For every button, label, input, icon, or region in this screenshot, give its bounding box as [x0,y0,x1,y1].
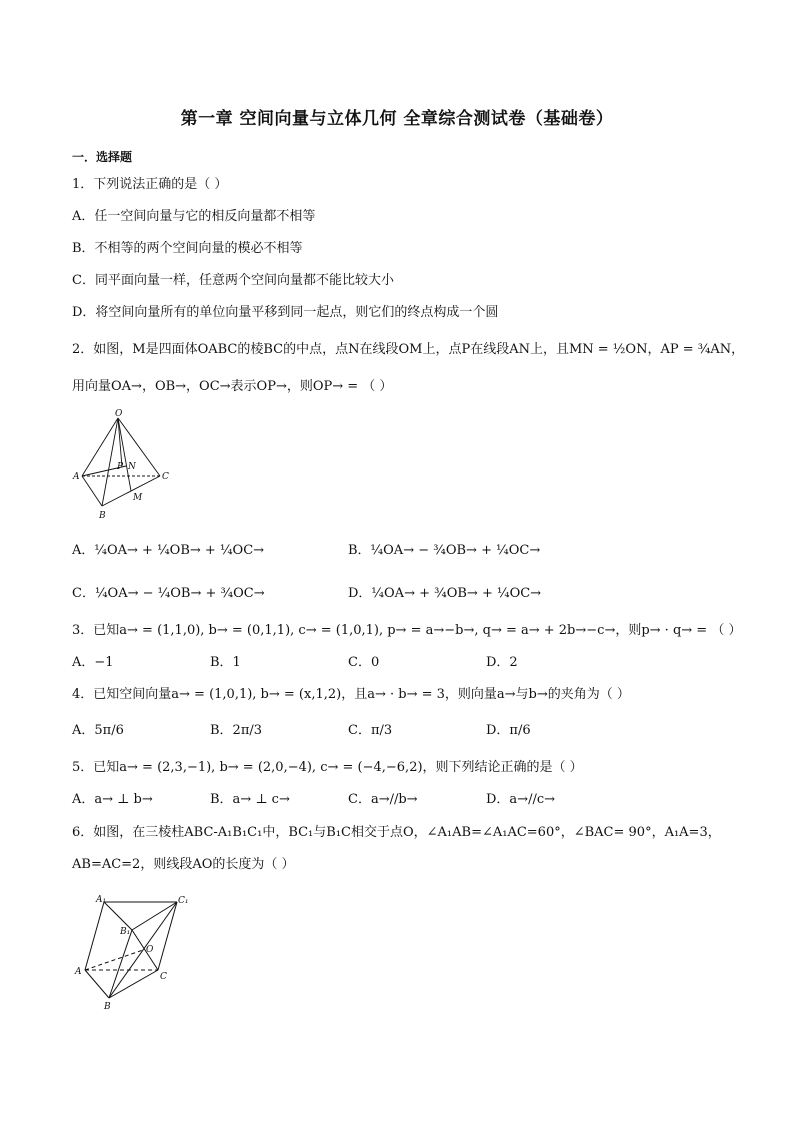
q3-option-a: A．−1 [72,655,114,670]
label-O: O [146,945,154,955]
label-C: C [160,972,167,982]
q3-stem: 3．已知a→ = (1,1,0), b→ = (0,1,1), c→ = (1,0,1), p→ = a→−b→, q→ = a→ + 2b→−c→，则p→ · q→ = （ ） [72,623,742,638]
label-C1: C₁ [178,896,189,906]
label-O: O [115,409,123,419]
prism-figure [70,890,200,1012]
q3-option-d: D．2 [486,655,518,670]
label-C: C [162,472,169,482]
q5-option-a: A．a→ ⊥ b→ [72,792,153,807]
label-A1: A₁ [96,895,107,905]
label-B: B [99,511,106,521]
label-N: N [128,462,136,472]
q6-stem-line2: AB=AC=2，则线段AO的长度为（ ） [72,857,295,872]
q3-option-b: B．1 [210,655,241,670]
label-M: M [133,493,143,503]
label-B: B [104,1002,111,1012]
q2-option-a: A．¼OA→ + ¼OB→ + ¼OC→ [72,543,265,558]
q1-option-d: D．将空间向量所有的单位向量平移到同一起点，则它们的终点构成一个圆 [72,305,499,320]
q5-option-c: C．a→//b→ [348,792,418,807]
label-A: A [73,472,80,482]
q4-option-d: D．π/6 [486,723,531,738]
tetrahedron-figure [70,406,180,524]
page-title: 第一章 空间向量与立体几何 全章综合测试卷（基础卷） [180,109,614,129]
label-B1: B₁ [120,927,131,937]
q6-stem-line1: 6．如图，在三棱柱ABC-A₁B₁C₁中，BC₁与B₁C相交于点O，∠A₁AB=∠A₁AC=60°，∠BAC= 90°，A₁A=3， [72,825,721,840]
q2-option-c: C．¼OA→ − ¼OB→ + ¾OC→ [72,586,265,601]
q2-stem-line1: 2．如图，M是四面体OABC的棱BC的中点，点N在线段OM上，点P在线段AN上，且MN = ½ON，AP = ¾AN， [72,342,745,357]
q5-option-d: D．a→//c→ [486,792,555,807]
q4-stem: 4．已知空间向量a→ = (1,0,1), b→ = (x,1,2)，且a→ · b→ = 3，则向量a→与b→的夹角为（ ） [72,687,630,702]
q5-stem: 5．已知a→ = (2,3,−1), b→ = (2,0,−4), c→ = (−4,−6,2)，则下列结论正确的是（ ） [72,760,583,775]
q4-option-b: B．2π/3 [210,723,263,738]
q3-option-c: C．0 [348,655,380,670]
label-P: P [117,462,124,472]
q5-option-b: B．a→ ⊥ c→ [210,792,290,807]
q4-option-c: C．π/3 [348,723,393,738]
q2-option-b: B．¼OA→ − ¾OB→ + ¼OC→ [348,543,541,558]
q1-option-c: C．同平面向量一样，任意两个空间向量都不能比较大小 [72,273,394,288]
q2-stem-line2: 用向量OA→，OB→，OC→表示OP→，则OP→ = （ ） [72,379,393,394]
section-heading: 一．选择题 [72,150,133,164]
q1-stem: 1．下列说法正确的是（ ） [72,177,228,192]
q1-option-a: A．任一空间向量与它的相反向量都不相等 [72,209,316,224]
q2-option-d: D．¼OA→ + ¾OB→ + ¼OC→ [348,586,542,601]
q4-option-a: A．5π/6 [72,723,124,738]
label-A: A [75,967,82,977]
q1-option-b: B．不相等的两个空间向量的模必不相等 [72,241,303,256]
